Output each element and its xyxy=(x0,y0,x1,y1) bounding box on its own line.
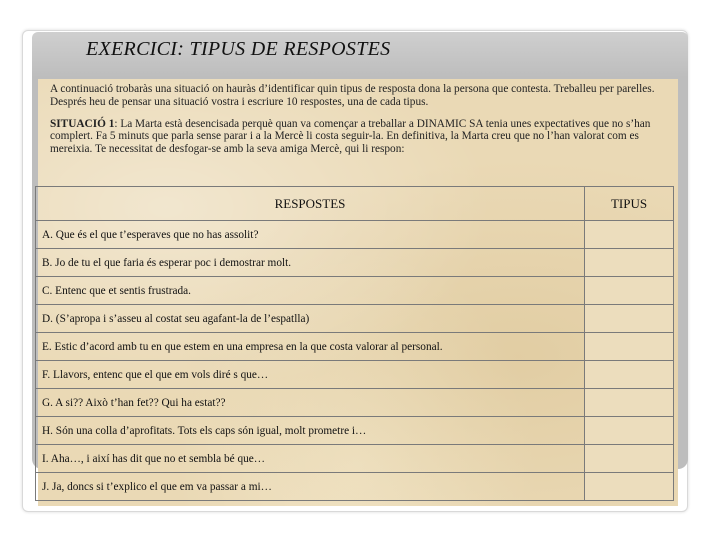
situation-body: : La Marta està desencisada perquè quan va començar a treballar a DINAMIC SA tenia unes expectatives que no s’han complert. Fa 5 minuts que parla sense parar i a la Mercè li costa seguir-la. En definitiva, la Marta creu que no l’han valorat com es mereixia. Te necessitat de desfogar-se amb la seva amiga Mercè, qui li respon: xyxy=(50,118,651,155)
table-row xyxy=(36,389,674,417)
table-row xyxy=(36,473,674,501)
tipus-cell-c[interactable] xyxy=(585,277,674,305)
table-header-row xyxy=(36,187,674,221)
tipus-cell-g[interactable] xyxy=(585,389,674,417)
header-respostes: RESPOSTES xyxy=(36,187,585,221)
table-row xyxy=(36,305,674,333)
intro-text: A continuació trobaràs una situació on hauràs d’identificar quin tipus de resposta dona la persona que contesta. Treballeu per parelles. Després heu de pensar una situació vostra i escriure 10 respostes, una de cada tipus. xyxy=(50,83,655,108)
page-title: EXERCICI: TIPUS DE RESPOSTES xyxy=(86,38,391,60)
table-row xyxy=(36,221,674,249)
response-g: G. A si?? Això t’han fet?? Qui ha estat?? xyxy=(36,389,585,417)
tipus-cell-i[interactable] xyxy=(585,445,674,473)
responses-table xyxy=(35,186,674,501)
table-row xyxy=(36,361,674,389)
response-b: B. Jo de tu el que faria és esperar poc i demostrar molt. xyxy=(36,249,585,277)
table-row xyxy=(36,249,674,277)
response-c: C. Entenc que et sentis frustrada. xyxy=(36,277,585,305)
response-i: I. Aha…, i així has dit que no et sembla bé que… xyxy=(36,445,585,473)
tipus-cell-b[interactable] xyxy=(585,249,674,277)
tipus-cell-h[interactable] xyxy=(585,417,674,445)
table-row xyxy=(36,333,674,361)
response-h: H. Són una colla d’aprofitats. Tots els caps són igual, molt prometre i… xyxy=(36,417,585,445)
situation-label: SITUACIÓ 1 xyxy=(50,118,115,130)
tipus-cell-d[interactable] xyxy=(585,305,674,333)
tipus-cell-e[interactable] xyxy=(585,333,674,361)
tipus-cell-a[interactable] xyxy=(585,221,674,249)
response-j: J. Ja, doncs si t’explico el que em va passar a mi… xyxy=(36,473,585,501)
situation-text xyxy=(50,118,675,155)
table-row xyxy=(36,445,674,473)
header-tipus: TIPUS xyxy=(585,187,674,221)
table-row xyxy=(36,277,674,305)
response-f: F. Llavors, entenc que el que em vols diré s que… xyxy=(36,361,585,389)
table-row xyxy=(36,417,674,445)
response-a: A. Que és el que t’esperaves que no has assolit? xyxy=(36,221,585,249)
tipus-cell-f[interactable] xyxy=(585,361,674,389)
response-d: D. (S’apropa i s’asseu al costat seu agafant-la de l’espatlla) xyxy=(36,305,585,333)
response-e: E. Estic d’acord amb tu en que estem en una empresa en la que costa valorar al personal. xyxy=(36,333,585,361)
tipus-cell-j[interactable] xyxy=(585,473,674,501)
